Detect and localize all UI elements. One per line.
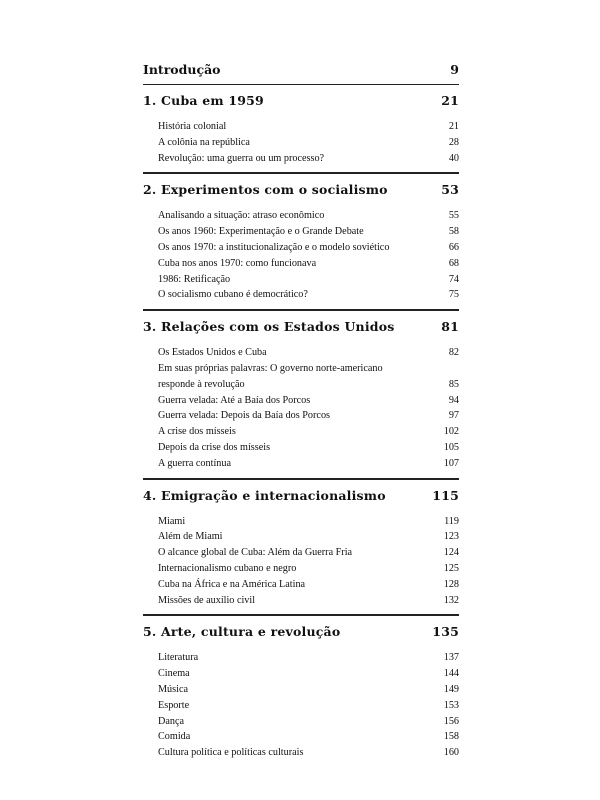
section-page-number: 75: [448, 289, 459, 301]
intro-title: Introdução: [143, 62, 221, 77]
section-list: [143, 115, 459, 172]
chapter-title: 2. Experimentos com o socialismo: [143, 182, 388, 198]
section-entry[interactable]: [158, 119, 459, 135]
chapter-heading[interactable]: [143, 84, 459, 115]
chapter-heading[interactable]: [143, 173, 459, 204]
section-list: [143, 510, 459, 615]
section-title: A crise dos mísseis: [158, 426, 236, 438]
section-page-number: 55: [448, 210, 459, 222]
section-entry[interactable]: [158, 577, 459, 593]
section-entry[interactable]: [158, 698, 459, 714]
section-page-number: 102: [443, 426, 459, 438]
chapter-heading[interactable]: [143, 479, 459, 510]
section-title: Revolução: uma guerra ou um processo?: [158, 152, 325, 164]
section-title: Analisando a situação: atraso econômico: [158, 210, 325, 222]
section-entry[interactable]: [158, 745, 459, 761]
section-entry[interactable]: [158, 151, 459, 167]
section-title: Guerra velada: Depois da Baía dos Porcos: [158, 410, 331, 422]
section-page-number: 149: [443, 683, 459, 695]
section-page-number: 74: [448, 273, 459, 285]
section-list: [143, 646, 459, 767]
section-entry[interactable]: [158, 361, 459, 393]
section-page-number: 128: [443, 578, 459, 590]
section-entry[interactable]: [158, 666, 459, 682]
section-page-number: 125: [443, 562, 459, 574]
section-entry[interactable]: [158, 393, 459, 409]
section-title: Cuba nos anos 1970: como funcionava: [158, 257, 317, 269]
section-page-number: 132: [443, 594, 459, 606]
section-title: Guerra velada: Até a Baía dos Porcos: [158, 394, 311, 406]
section-title: Música: [158, 683, 188, 695]
section-page-number: 153: [443, 699, 459, 711]
section-page-number: 58: [448, 226, 459, 238]
section-entry[interactable]: [158, 593, 459, 609]
chapter-page-number: 135: [432, 624, 459, 640]
section-page-number: 123: [443, 531, 459, 543]
section-page-number: 82: [448, 347, 459, 359]
section-page-number: 137: [443, 652, 459, 664]
chapter-page-number: 21: [441, 93, 459, 108]
section-title: Depois da crise dos mísseis: [158, 441, 271, 453]
section-list: [143, 204, 459, 309]
section-entry[interactable]: [158, 208, 459, 224]
section-title: Cuba na África e na América Latina: [158, 578, 306, 590]
section-entry[interactable]: [158, 135, 459, 151]
section-title: História colonial: [158, 121, 227, 132]
section-title: Cinema: [158, 668, 190, 680]
section-entry[interactable]: [158, 224, 459, 240]
section-page-number: 105: [443, 441, 459, 453]
section-title: Os anos 1970: a institucionalização e o modelo soviético: [158, 241, 390, 253]
section-entry[interactable]: [158, 514, 459, 530]
section-page-number: 94: [448, 394, 459, 406]
section-page-number: 66: [448, 241, 459, 253]
section-title: A guerra contínua: [158, 457, 231, 469]
section-title: Literatura: [158, 652, 199, 664]
section-title: Além de Miami: [158, 531, 223, 543]
section-page-number: 160: [443, 747, 459, 759]
section-entry[interactable]: [158, 424, 459, 440]
chapter-5: [143, 615, 459, 767]
chapter-2: [143, 173, 459, 310]
section-entry[interactable]: [158, 256, 459, 272]
section-title: Internacionalismo cubano e negro: [158, 562, 297, 574]
section-page-number: 119: [444, 515, 459, 527]
section-entry[interactable]: [158, 408, 459, 424]
chapter-page-number: 53: [441, 182, 459, 198]
section-page-number: 68: [448, 257, 459, 269]
section-title: Miami: [158, 515, 186, 527]
section-page-number: 40: [448, 152, 459, 164]
section-entry[interactable]: [158, 456, 459, 472]
section-entry[interactable]: [158, 272, 459, 288]
chapter-page-number: 115: [432, 487, 459, 503]
section-page-number: 28: [448, 136, 459, 148]
table-of-contents: [143, 62, 459, 767]
section-entry[interactable]: [158, 545, 459, 561]
chapter-title: 3. Relações com os Estados Unidos: [143, 319, 395, 335]
chapter-3: [143, 310, 459, 478]
chapter-heading[interactable]: [143, 615, 459, 646]
section-entry[interactable]: [158, 561, 459, 577]
section-title: O alcance global de Cuba: Além da Guerra Fria: [158, 547, 353, 559]
section-page-number: 21: [448, 121, 459, 132]
chapter-title: 4. Emigração e internacionalismo: [143, 487, 386, 503]
section-title: Dança: [158, 715, 185, 727]
chapter-4: [143, 479, 459, 616]
section-title: Comida: [158, 731, 191, 743]
section-page-number: 144: [443, 668, 459, 680]
section-entry[interactable]: [158, 440, 459, 456]
section-page-number: 97: [448, 410, 459, 422]
section-entry[interactable]: [158, 240, 459, 256]
section-title: Os Estados Unidos e Cuba: [158, 347, 267, 359]
section-entry[interactable]: [158, 650, 459, 666]
section-entry[interactable]: [158, 682, 459, 698]
section-page-number: 156: [443, 715, 459, 727]
section-title: Esporte: [158, 699, 190, 711]
section-title: A colônia na república: [158, 136, 250, 148]
chapter-title: 5. Arte, cultura e revolução: [143, 624, 341, 640]
section-page-number: 85: [448, 378, 459, 390]
section-entry[interactable]: [158, 345, 459, 361]
section-entry[interactable]: [158, 714, 459, 730]
section-title: Cultura política e políticas culturais: [158, 747, 304, 759]
section-page-number: 107: [443, 457, 459, 469]
section-title: Em suas próprias palavras: O governo norte-americano responde à revolução: [158, 362, 383, 390]
section-page-number: 158: [443, 731, 459, 743]
section-list: [143, 341, 459, 477]
toc-intro-entry[interactable]: [143, 62, 459, 84]
section-page-number: 124: [443, 547, 459, 559]
chapter-1: [143, 84, 459, 173]
section-entry[interactable]: [158, 729, 459, 745]
intro-page-number: 9: [450, 62, 459, 77]
section-title: 1986: Retificação: [158, 273, 231, 285]
section-title: Os anos 1960: Experimentação e o Grande Debate: [158, 226, 364, 238]
chapter-page-number: 81: [441, 319, 459, 335]
chapter-title: 1. Cuba em 1959: [143, 93, 264, 108]
section-entry[interactable]: [158, 287, 459, 303]
section-entry[interactable]: [158, 529, 459, 545]
section-title: Missões de auxílio civil: [158, 594, 256, 606]
section-title: O socialismo cubano é democrático?: [158, 289, 308, 301]
chapter-heading[interactable]: [143, 310, 459, 341]
chapter-list: [143, 84, 459, 767]
